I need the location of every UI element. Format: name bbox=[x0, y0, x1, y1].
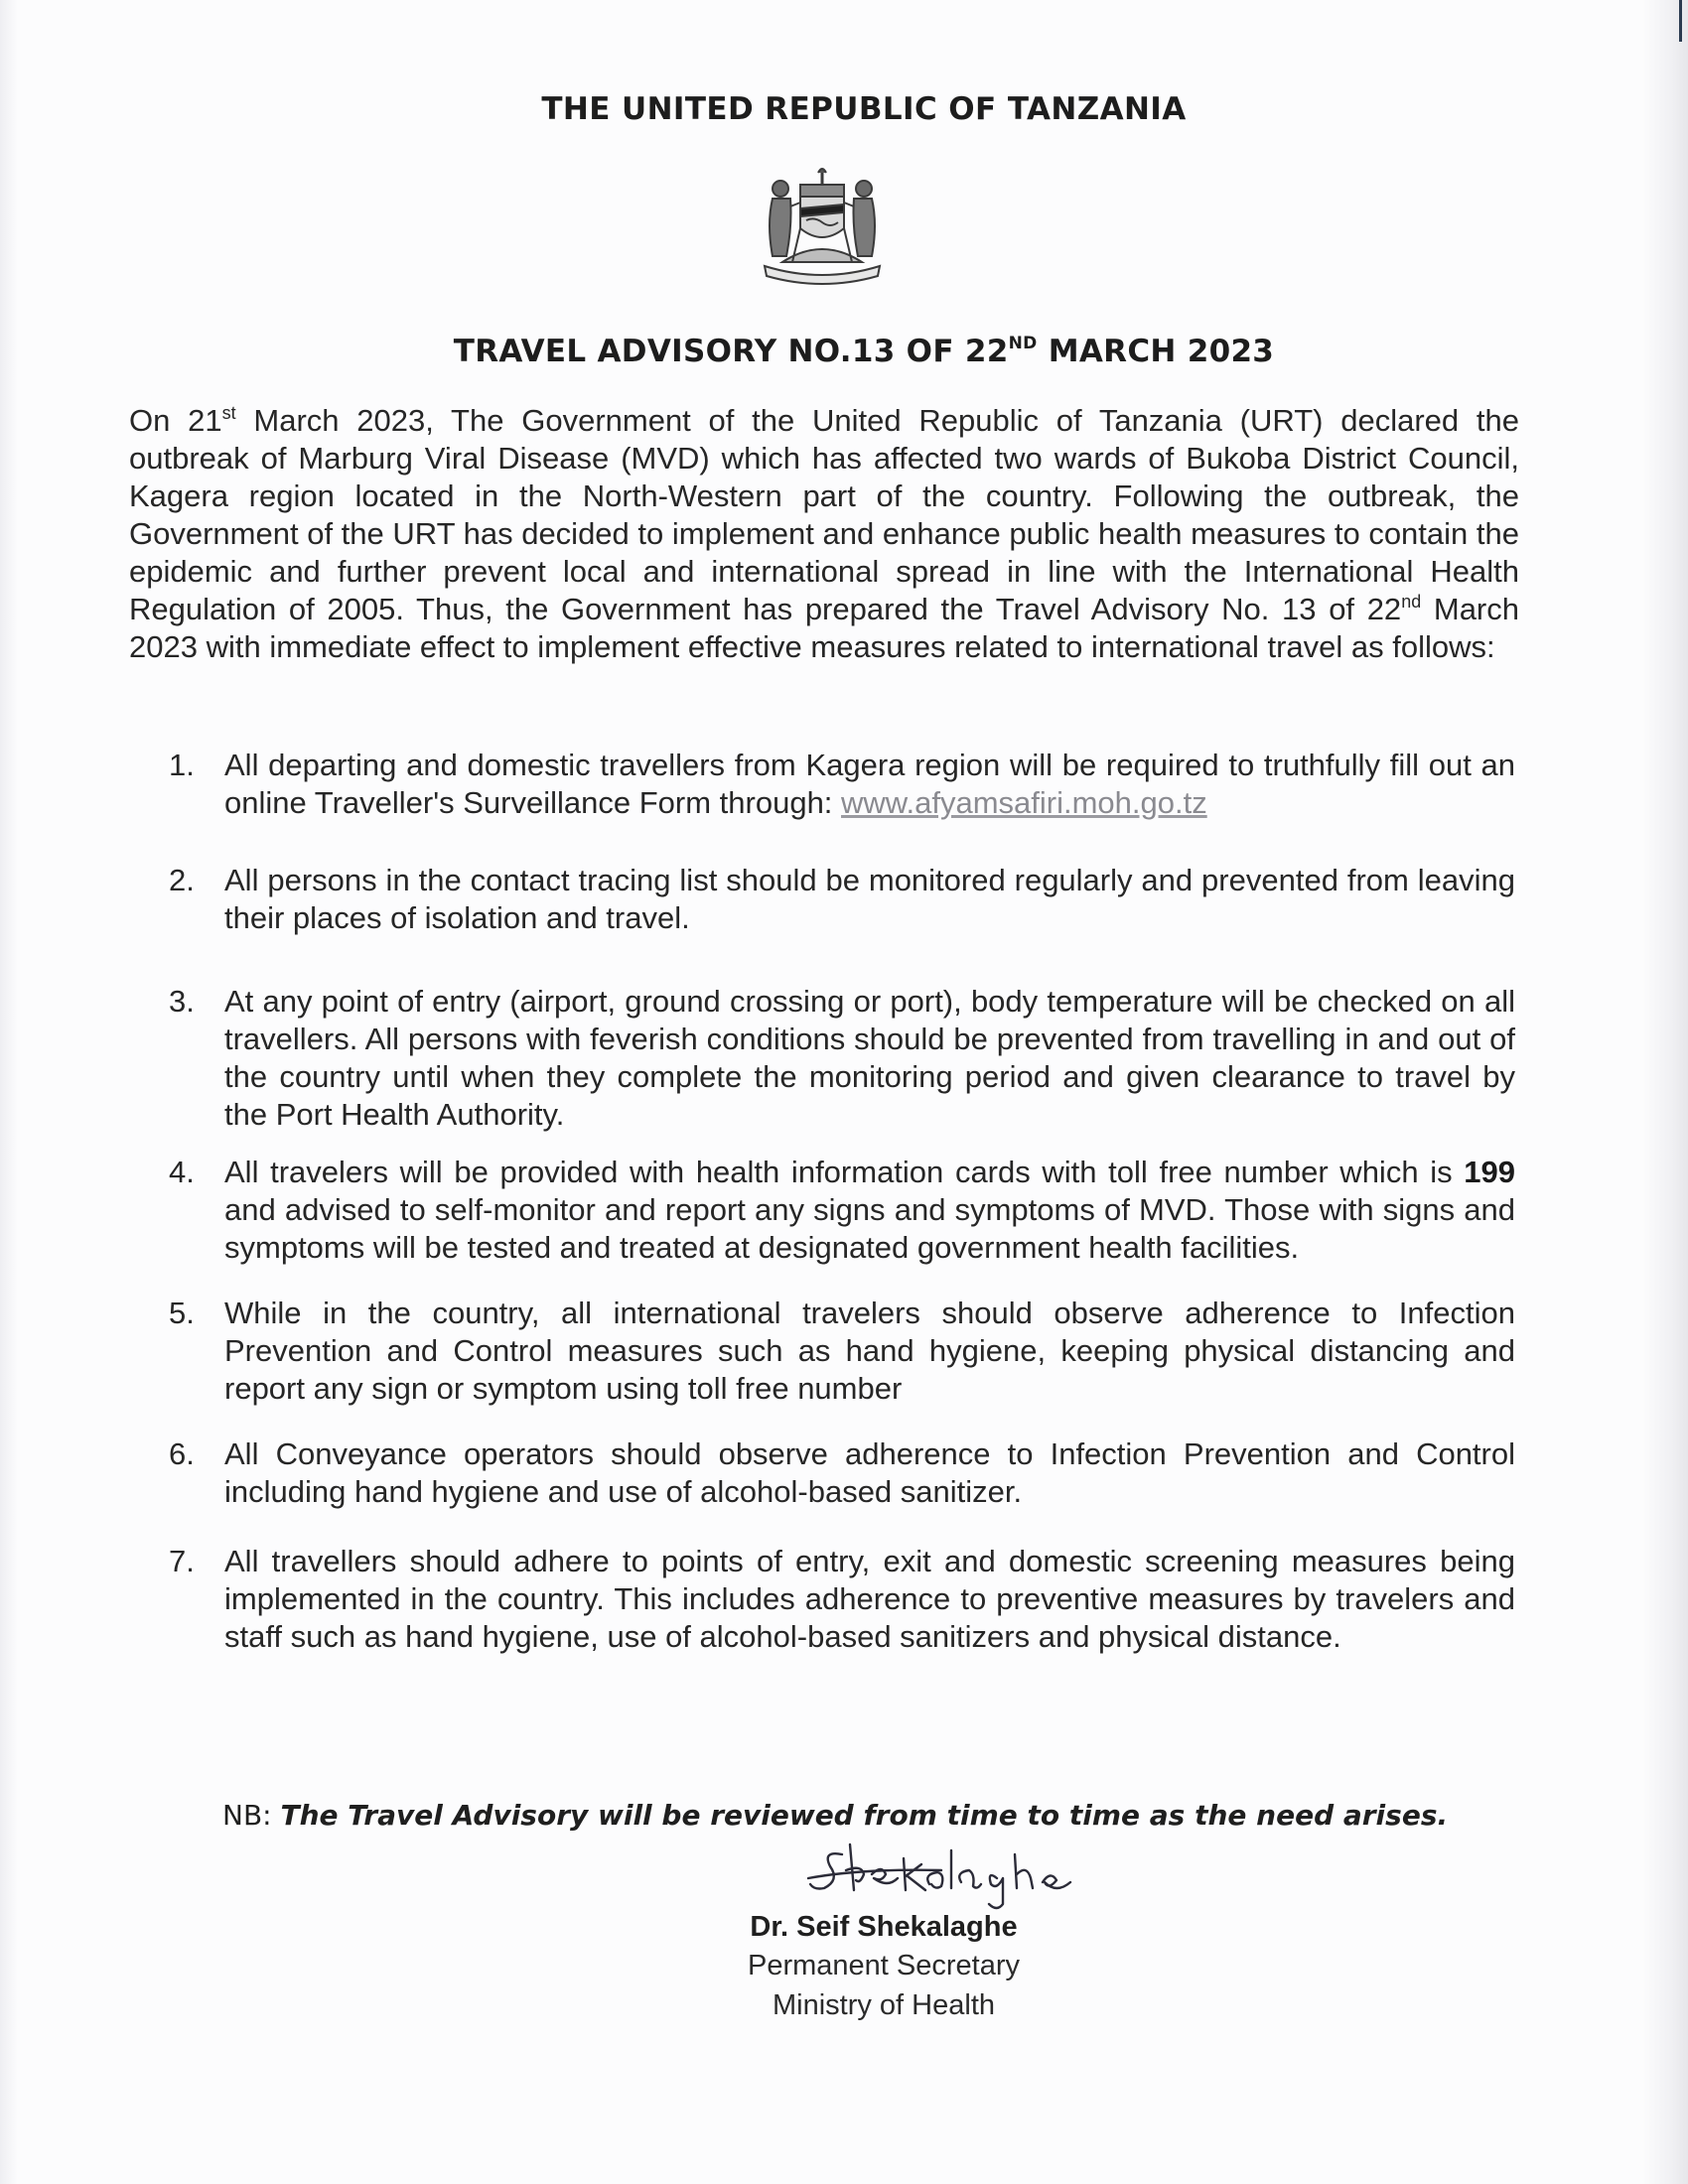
measure-number: 3. bbox=[169, 984, 195, 1019]
toll-free-number: 199 bbox=[1464, 1155, 1515, 1189]
signer-ministry: Ministry of Health bbox=[772, 1989, 995, 2021]
measure-item-2 bbox=[169, 862, 1515, 937]
measure-item-3 bbox=[169, 983, 1515, 1134]
intro-text-middle: March 2023, The Government of the United Republic of Tanzania (URT) declared the outbreak of Marburg Viral Disease (MVD) which has affected two wards of Bukoba District Council, Kagera region located in the North-Western part of the country. Following the outbreak, the Government of the URT has decided to implement and enhance public health measures to contain the epidemic and further prevent local and international spread in line with the International Health Regulation of 2005. Thus, the Government has prepared the Travel Advisory No. 13 of 22 bbox=[129, 403, 1519, 626]
scan-left-edge bbox=[0, 0, 18, 2184]
signer-block bbox=[645, 1908, 1122, 2025]
measure-number: 7. bbox=[169, 1544, 195, 1578]
measure-text: and advised to self-monitor and report any signs and symptoms of MVD. Those with signs and symptoms will be tested and treated at designated government health facilities. bbox=[224, 1192, 1515, 1265]
measure-item-6 bbox=[169, 1435, 1515, 1511]
scan-corner-mark bbox=[1679, 0, 1682, 42]
title-prefix: TRAVEL ADVISORY NO.13 OF 22 bbox=[453, 334, 1009, 369]
note-text: The Travel Advisory will be reviewed from time to time as the need arises. bbox=[280, 1799, 1449, 1832]
handwritten-signature bbox=[802, 1835, 1100, 1914]
measure-text: All Conveyance operators should observe adherence to Infection Prevention and Control including hand hygiene and use of alcohol-based sanitizer. bbox=[224, 1436, 1515, 1509]
intro-ordinal-1: st bbox=[221, 403, 236, 423]
measure-text: All travellers should adhere to points of entry, exit and domestic screening measures being implemented in the country. This includes adherence to preventive measures by travelers and staff such as hand hygiene, use of alcohol-based sanitizers and physical distance. bbox=[224, 1544, 1515, 1654]
surveillance-form-link[interactable]: www.afyamsafiri.moh.go.tz bbox=[841, 785, 1207, 820]
measure-item-1 bbox=[169, 747, 1515, 822]
title-suffix: MARCH 2023 bbox=[1037, 334, 1275, 369]
review-note bbox=[222, 1799, 1533, 1832]
scan-right-edge bbox=[1642, 0, 1688, 2184]
measures-list bbox=[169, 747, 1515, 1656]
tanzania-coat-of-arms-icon bbox=[743, 167, 902, 296]
measure-text: All travelers will be provided with health information cards with toll free number which is bbox=[224, 1155, 1465, 1189]
measure-text: At any point of entry (airport, ground crossing or port), body temperature will be checked on all travellers. All persons with feverish conditions should be prevented from travelling in and out of the country until when they complete the monitoring period and given clearance to travel by the Port Health Authority. bbox=[224, 984, 1515, 1132]
intro-text-end: March 2023 with immediate effect to implement effective measures related to international travel as follows: bbox=[129, 592, 1519, 664]
measure-text: All persons in the contact tracing list should be monitored regularly and prevented from leaving their places of isolation and travel. bbox=[224, 863, 1515, 935]
measure-number: 4. bbox=[169, 1155, 195, 1189]
note-label: NB: bbox=[222, 1799, 281, 1832]
intro-paragraph bbox=[129, 402, 1519, 666]
measure-item-4 bbox=[169, 1154, 1515, 1267]
measure-number: 6. bbox=[169, 1436, 195, 1471]
title-ordinal: ND bbox=[1008, 334, 1038, 353]
intro-text-start: On 21 bbox=[129, 403, 222, 438]
measure-text: While in the country, all international travelers should observe adherence to Infection Prevention and Control measures such as hand hygiene, keeping physical distancing and report any sign or symptom using toll free number bbox=[224, 1296, 1515, 1406]
advisory-title bbox=[0, 334, 1688, 369]
signer-name: Dr. Seif Shekalaghe bbox=[750, 1911, 1018, 1943]
intro-ordinal-2: nd bbox=[1401, 592, 1422, 612]
signer-role: Permanent Secretary bbox=[747, 1950, 1020, 1981]
measure-item-5 bbox=[169, 1295, 1515, 1408]
measure-item-7 bbox=[169, 1543, 1515, 1656]
measure-text: All departing and domestic travellers from Kagera region will be required to truthfully fill out an online Traveller's Surveillance Form through: bbox=[224, 748, 1515, 820]
measure-number: 1. bbox=[169, 748, 195, 782]
measure-number: 2. bbox=[169, 863, 195, 897]
country-heading: THE UNITED REPUBLIC OF TANZANIA bbox=[541, 91, 1187, 127]
measure-number: 5. bbox=[169, 1296, 195, 1330]
